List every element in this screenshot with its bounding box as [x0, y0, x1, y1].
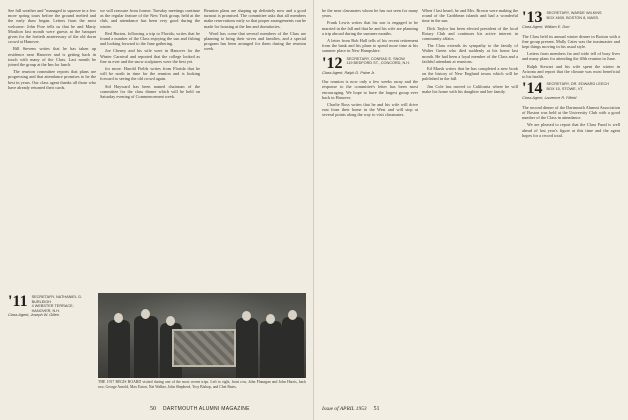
- paragraph: We are pleased to report that the Class Fund is well ahead of last year's figure at this time and the agent hopes for a record total.: [522, 122, 620, 138]
- class-heading: [8, 295, 94, 318]
- paragraph: Ralph Stewart and his wife spent the winter in Arizona and report that the climate was most beneficial to his health.: [522, 63, 620, 80]
- sign-board: [172, 329, 236, 367]
- class-secretary: SECRETARY, DR. EDWARD LEECH: [546, 82, 609, 87]
- page-number: 51: [373, 406, 380, 412]
- paragraph: Charlie Ross writes that he and his wife will drive east from their home in the West and will stop at several points along the way to visit classmates.: [322, 102, 418, 118]
- class-year: '11: [8, 293, 28, 310]
- right-column-3: [522, 8, 620, 404]
- page-footer: [322, 406, 380, 412]
- paragraph: Our reunion is now only a few weeks away and the response to the committee's letter has been most encouraging. We hope to have the largest group ever back in Hanover.: [322, 79, 418, 100]
- photo-caption: THE 1917 REGIS BOARD visited during one of the most recent trips. Left to right, front row, John Flanagan and John Harris, back row, George Arnold, Max Eaton, Nat Walker, John Shepherd, Troy Bishop, and Chet Bates.: [98, 380, 306, 389]
- right-column-1: [322, 8, 418, 404]
- paragraph: Reunion plans are shaping up definitely now and a good turnout is promised. The committee asks that all members make reservations early so that proper arrangements can be made for housing at the Inn and dormitories.: [204, 8, 306, 29]
- page-footer: [150, 406, 250, 412]
- paragraph: Word has come that several members of the Class are planning to bring their wives and families, and a special program has been arranged for them during the reunion week.: [204, 30, 306, 52]
- left-column-1: [8, 8, 96, 188]
- class-heading: [522, 82, 620, 101]
- issue-date: Issue of APRIL 1953: [322, 406, 367, 412]
- paragraph: A letter from Bob Hall tells of his recent retirement from the bank and his plans to spend more time at his summer place in New Hampshire.: [322, 38, 418, 54]
- class-year: '12: [322, 54, 343, 72]
- paragraph: When I last heard, he and Mrs. Brown were making the round of the Caribbean islands and had a wonderful time in the sun.: [422, 8, 518, 24]
- paragraph: Dick Taylor has been elected president of the local Rotary Club and continues his active interest in community affairs.: [422, 25, 518, 42]
- paragraph: Sid Hayward has been named chairman of the committee for the class dinner which will be held on Saturday evening of Commencement week.: [100, 83, 200, 100]
- class-address: 119 BEDFORD ST., CONCORD, N.H.: [346, 61, 411, 66]
- paragraph: Bill Stevens writes that he has taken up residence near Hanover and is getting back in touch with many of the Class. Last month he joined the group at the Inn for lunch.: [8, 46, 96, 68]
- paragraph: Joe Cheney and his wife were in Hanover for the Winter Carnival and reported that the college looked as fine as ever and the snow sculptures were the best yet.: [100, 48, 200, 64]
- class-year: '13: [522, 9, 543, 26]
- class-secretary: SECRETARY, CONRAD E. SNOW: [346, 56, 405, 61]
- page-number: 50: [150, 406, 156, 412]
- paragraph: Jim Cole has moved to California where he will make his home with his daughter and her family.: [422, 83, 518, 94]
- paragraph: The Class extends its sympathy to the family of Walter Green who died suddenly at his home last month. He had been a loyal member of the Class and a faithful attendant at reunions.: [422, 43, 518, 64]
- paragraph: be the near classmates whom he has not seen for many years.: [322, 8, 418, 19]
- paragraph: for more. Harold Fields writes from Florida that he will be north in time for the reunion and is looking forward to seeing the old crowd again.: [100, 66, 200, 82]
- left-column-3: [204, 8, 306, 288]
- class-agent: Class Agent, William E. Dorr: [522, 25, 570, 29]
- class-address: BOX 15, STOWE, VT.: [546, 86, 584, 91]
- paragraph: See full weather and "managed to squeeze in a few more spring tours before the ground melted and the early thaw began. Letters from the most welcome: John Pore tells us that he and Marty Moulton last month were guests at the banquet given for the fortieth anniversary of the old dorm crowd at Hanover.: [8, 8, 96, 45]
- magazine-name: DARTMOUTH ALUMNI MAGAZINE: [162, 406, 250, 412]
- paragraph: Letters from members far and wide tell of busy lives and many plans for attending the 40th reunion in June.: [522, 51, 620, 62]
- class-11-section: [8, 292, 94, 402]
- right-column-2: [422, 8, 518, 404]
- class-agent: Class Agent, Joseph W. Gillen: [8, 313, 59, 318]
- paragraph: The second dinner of the Dartmouth Alumni Association of Boston was held at the University Club with a good number of the Class in attendance.: [522, 104, 620, 121]
- class-address: 4 WEBSTER TERRACE, HANOVER, N.H.: [31, 304, 74, 313]
- class-secretary: SECRETARY, NATHANIEL G. BURLEIGH: [31, 295, 82, 304]
- paragraph: The reunion committee reports that plans are progressing and that attendance promises to be the best in years. Our class agent thanks all those who have already returned their cards.: [8, 69, 96, 90]
- class-secretary: SECRETARY, WARDE WILKINS: [546, 11, 602, 15]
- paragraph: Ed Marsh writes that he has completed a new book on the history of New England towns which will be published in the fall.: [422, 66, 518, 82]
- paragraph: The Class held its annual winter dinner in Boston with a fine group present. Mally Cates was the toastmaster and kept things moving in his usual style.: [522, 33, 620, 49]
- paragraph: Frank Lewis writes that his son is engaged to be married in the fall and that he and his wife are planning a trip abroad during the summer months.: [322, 20, 418, 36]
- class-agent: Class Agent, Laurence R. Fifield: [522, 96, 577, 101]
- group-photo: [98, 293, 306, 378]
- paragraph: Red Burton, following a trip to Florida, writes that he found a number of the Class enjoying the sun and fishing and looking forward to the June gathering.: [100, 30, 200, 47]
- class-heading: [322, 54, 418, 76]
- paragraph: we will reassure from former. Tuesday meetings continue as the regular feature of the New York group, held at the club, and attendance has been very good during the winter.: [100, 8, 200, 29]
- class-agent: Class Agent, Ralph D. Paine Jr.: [322, 70, 376, 75]
- right-page: [314, 0, 628, 420]
- class-heading: [522, 11, 620, 30]
- class-year: '14: [522, 80, 543, 98]
- left-column-2: [100, 8, 200, 288]
- class-address: BOX 4605, BOSTON 8, MASS.: [546, 15, 600, 20]
